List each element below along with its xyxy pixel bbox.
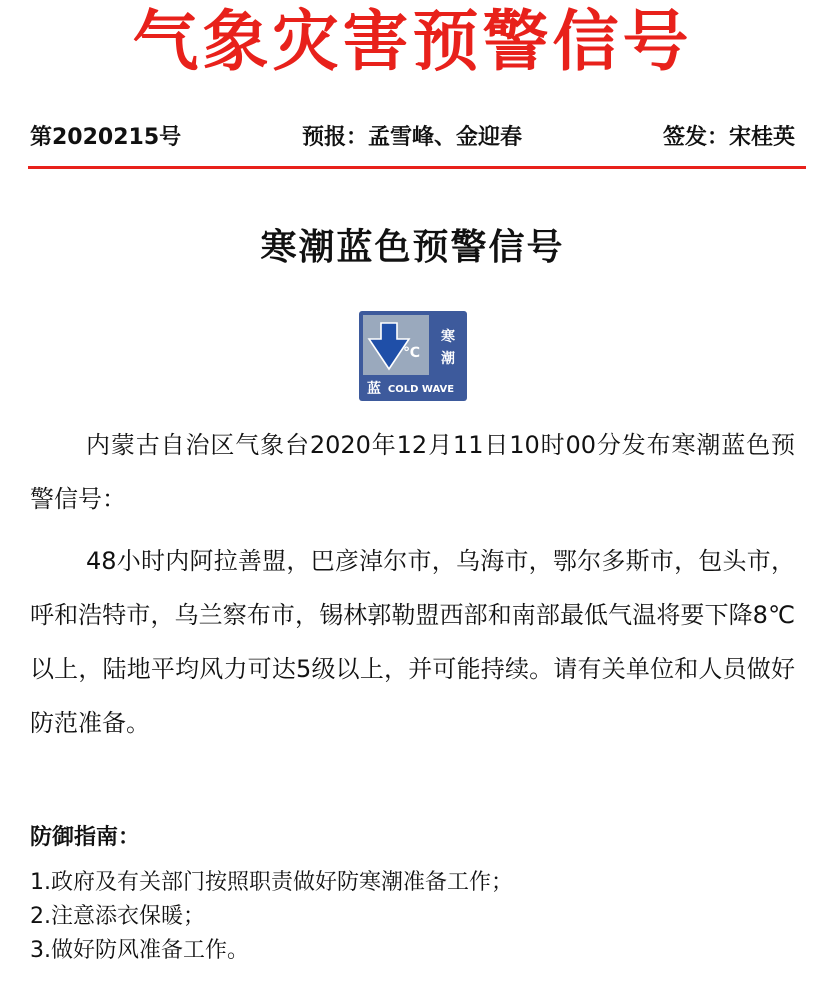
header-divider [28,166,806,169]
icon-side-text-1: 寒 [441,329,455,345]
guidance-item: 2.注意添衣保暖； [30,904,205,929]
detail-paragraph: 48小时内阿拉善盟，巴彦淖尔市，乌海市，鄂尔多斯市，包头市，呼和浩特市，乌兰察布市，锡林郭勒盟西部和南部最低气温将要下降8℃以上，陆地平均风力可达5级以上，并可能持续。请有关单位和人员做好防范准备。 [30,547,795,737]
document-number: 第2020215号 [30,125,182,150]
guidance-list [30,866,795,968]
masthead-title: 气象灾害预警信号 [132,3,693,80]
icon-side-text-2: 潮 [441,351,455,367]
intro-paragraph: 内蒙古自治区气象台2020年12月11日10时00分发布寒潮蓝色预警信号： [30,431,795,513]
warning-title: 寒潮蓝色预警信号 [260,227,565,268]
icon-level-text: 蓝 [367,381,381,397]
cold-wave-warning-icon [359,311,467,401]
guidance-heading: 防御指南： [30,825,141,850]
cold-wave-icon [359,311,467,401]
document-meta-row [30,118,795,158]
forecaster-names: 预报：孟雪峰、金迎春 [302,125,523,150]
icon-english-text: COLD WAVE [387,384,455,395]
issuer-name: 签发：宋桂英 [662,125,795,150]
icon-unit-text: ℃ [403,345,420,361]
guidance-item: 3.做好防风准备工作。 [30,938,249,963]
guidance-item: 1.政府及有关部门按照职责做好防寒潮准备工作； [30,870,513,895]
